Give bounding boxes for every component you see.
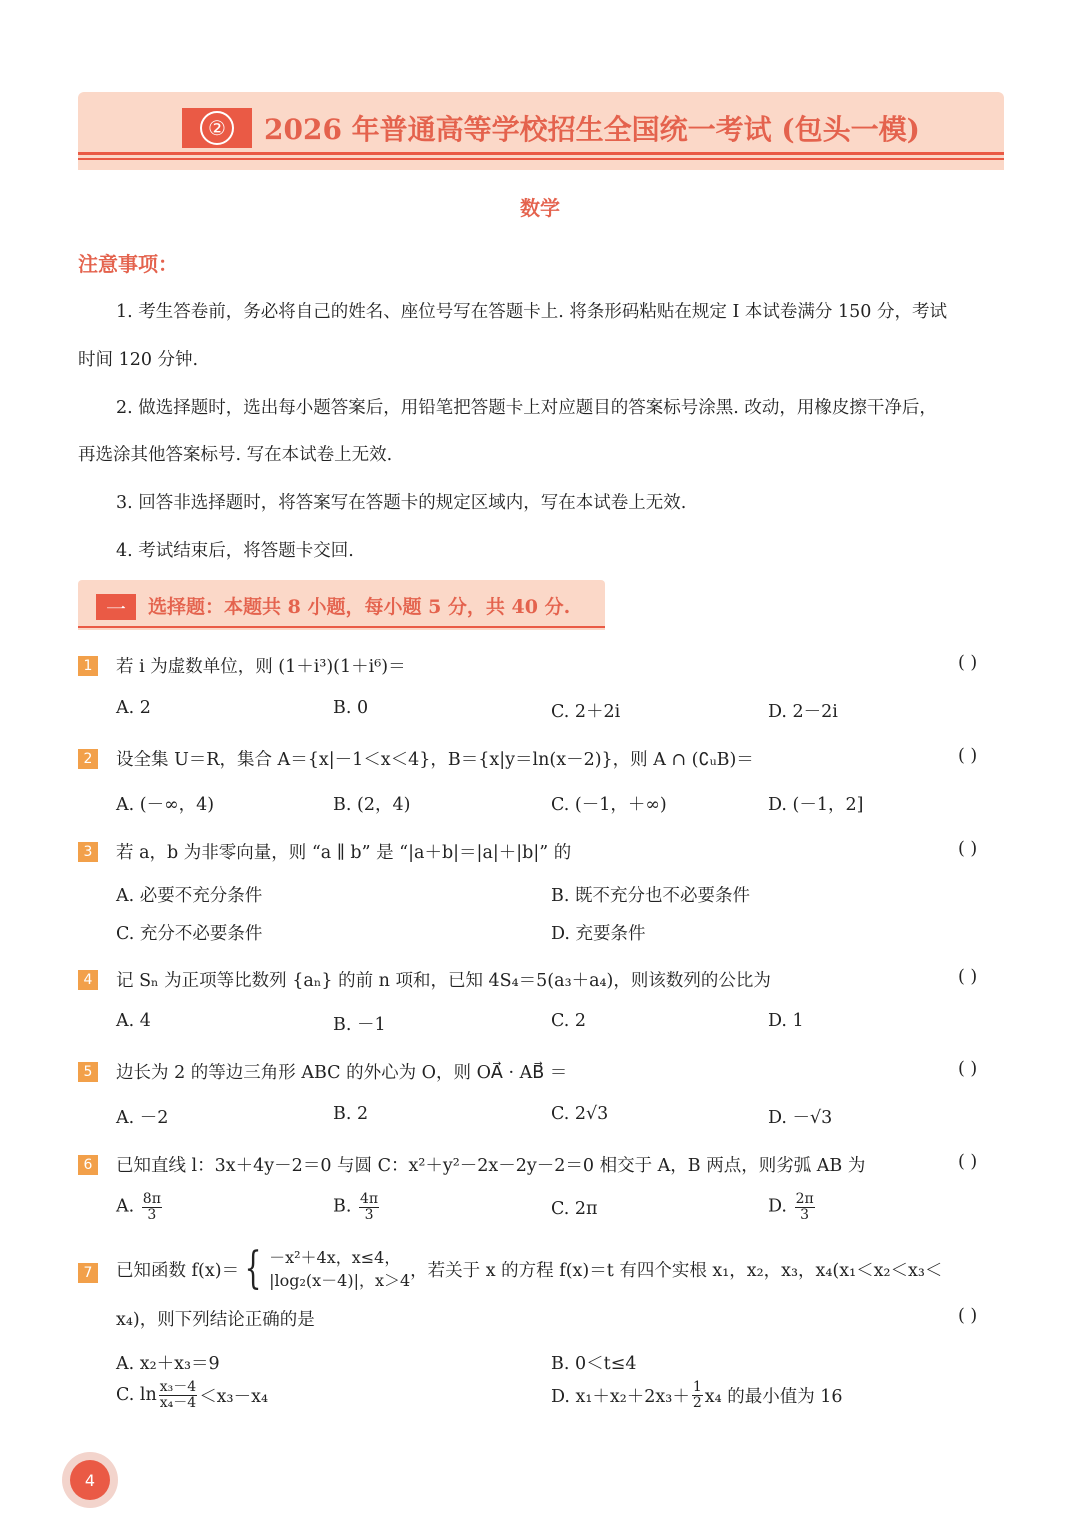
- fraction-numerator: x₃－4: [159, 1379, 197, 1395]
- answer-parentheses: ( ): [958, 1059, 978, 1079]
- option-a: A. (－∞，4): [116, 795, 215, 815]
- option-d: D. (－1，2]: [768, 795, 864, 815]
- question-number: 2: [78, 749, 98, 769]
- question-text: 已知直线 l：3x＋4y－2＝0 与圆 C：x²＋y²－2x－2y－2＝0 相交于 A，B 两点，则劣弧 AB 为: [116, 1156, 866, 1176]
- note-line: 2. 做选择题时，选出每小题答案后，用铅笔把答题卡上对应题目的答案标号涂黑. 改动，用橡皮擦干净后，: [116, 398, 937, 418]
- brace-symbol: {: [244, 1243, 262, 1295]
- option-a: A. 4: [116, 1011, 151, 1031]
- fraction-denominator: 2: [692, 1394, 702, 1411]
- option-b: B. －1: [333, 1015, 386, 1035]
- paper-number: ②: [200, 111, 234, 145]
- paper-number-badge: [182, 108, 252, 148]
- option-b: B. (2，4): [333, 795, 411, 815]
- question-text-end: ，若关于 x 的方程 f(x)＝t 有四个实根 x₁，x₂，x₃，x₄(x₁＜x₂＜x₃＜: [410, 1260, 943, 1281]
- option-d: D. 充要条件: [551, 924, 646, 944]
- option-c: [116, 1380, 268, 1410]
- question-text: 设全集 U＝R，集合 A＝{x|－1＜x＜4}，B＝{x|y＝ln(x－2)}，则 A ∩ (∁ᵤB)＝: [116, 750, 754, 770]
- fraction: [359, 1192, 379, 1222]
- option-b: B. 既不充分也不必要条件: [551, 886, 750, 906]
- option-a: [116, 1192, 164, 1222]
- header-divider: [78, 152, 1004, 155]
- option-c: C. 充分不必要条件: [116, 924, 263, 944]
- option-b: B. 0＜t≤4: [551, 1354, 637, 1374]
- note-line: 4. 考试结束后，将答题卡交回.: [116, 541, 354, 561]
- fraction-denominator: 3: [364, 1206, 374, 1223]
- notes-heading: 注意事项：: [78, 252, 178, 276]
- piecewise-cases: [269, 1246, 410, 1292]
- option-d: [551, 1380, 843, 1410]
- question-text-continued: x₄)，则下列结论正确的是: [116, 1310, 315, 1330]
- note-line: 1. 考生答卷前，务必将自己的姓名、座位号写在答题卡上. 将条形码粘贴在规定 I 本试卷满分 150 分，考试: [116, 302, 947, 322]
- section-number-badge: 一: [96, 594, 136, 620]
- option-d: D. 1: [768, 1011, 804, 1031]
- option-a: A. x₂＋x₃＝9: [116, 1354, 220, 1374]
- option-text: D. x₁＋x₂＋2x₃＋: [551, 1386, 690, 1407]
- fraction-numerator: 2π: [795, 1191, 814, 1207]
- answer-parentheses: ( ): [958, 1306, 978, 1326]
- case-line: －x²＋4x，x≤4，: [269, 1248, 401, 1267]
- option-c: C. 2√3: [551, 1104, 609, 1124]
- option-b: [333, 1192, 381, 1222]
- option-d: D. －√3: [768, 1108, 833, 1128]
- option-label: A.: [116, 1196, 135, 1217]
- answer-parentheses: ( ): [958, 746, 978, 766]
- question-text: [116, 1243, 943, 1295]
- header-divider-2: [78, 158, 1004, 160]
- option-label: D.: [768, 1196, 787, 1217]
- option-c: C. (－1，＋∞): [551, 795, 667, 815]
- subject-title: 数学: [520, 196, 560, 220]
- note-line: 3. 回答非选择题时，将答案写在答题卡的规定区域内，写在本试卷上无效.: [116, 493, 687, 513]
- case-line: |log₂(x－4)|，x＞4: [269, 1271, 411, 1291]
- option-c: C. 2＋2i: [551, 702, 621, 722]
- question-number: 7: [78, 1263, 98, 1283]
- question-text: 若 i 为虚数单位，则 (1＋i³)(1＋i⁶)＝: [116, 657, 406, 677]
- piecewise-function: [239, 1243, 411, 1295]
- answer-parentheses: ( ): [958, 1152, 978, 1172]
- fraction-numerator: 1: [692, 1379, 702, 1395]
- fraction-denominator: 3: [147, 1206, 157, 1223]
- option-d: [768, 1192, 817, 1222]
- section-title: 选择题：本题共 8 小题，每小题 5 分，共 40 分.: [148, 596, 571, 618]
- option-text: ＜x₃－x₄: [199, 1386, 268, 1407]
- answer-parentheses: ( ): [958, 967, 978, 987]
- question-number: 3: [78, 842, 98, 862]
- section-divider: [78, 626, 605, 628]
- page-number: 4: [70, 1460, 110, 1500]
- question-text: 边长为 2 的等边三角形 ABC 的外心为 O，则 OA⃗ · AB⃗ ＝: [116, 1063, 568, 1083]
- question-number: 6: [78, 1155, 98, 1175]
- option-b: B. 2: [333, 1104, 369, 1124]
- question-number: 1: [78, 656, 98, 676]
- option-a: A. 2: [116, 698, 151, 718]
- answer-parentheses: ( ): [958, 653, 978, 673]
- note-line: 再选涂其他答案标号. 写在本试卷上无效.: [78, 445, 393, 465]
- question-number: 4: [78, 970, 98, 990]
- option-text: C. ln: [116, 1385, 157, 1406]
- fraction: [692, 1380, 703, 1410]
- question-text-start: 已知函数 f(x)＝: [116, 1260, 240, 1281]
- fraction-numerator: 8π: [142, 1191, 161, 1207]
- question-text: 记 Sₙ 为正项等比数列 {aₙ} 的前 n 项和，已知 4S₄＝5(a₃＋a₄)，则该数列的公比为: [116, 971, 771, 991]
- fraction: [142, 1192, 162, 1222]
- fraction: [795, 1192, 815, 1222]
- option-a: A. 必要不充分条件: [116, 886, 263, 906]
- fraction-denominator: x₄－4: [159, 1394, 197, 1411]
- option-a: A. －2: [116, 1108, 169, 1128]
- option-b: B. 0: [333, 698, 369, 718]
- option-c: C. 2π: [551, 1199, 598, 1219]
- fraction-numerator: 4π: [360, 1191, 379, 1207]
- option-text: x₄ 的最小值为 16: [704, 1386, 843, 1407]
- fraction: [159, 1380, 197, 1410]
- fraction-denominator: 3: [800, 1206, 810, 1223]
- option-c: C. 2: [551, 1011, 587, 1031]
- answer-parentheses: ( ): [958, 839, 978, 859]
- exam-title: 2026 年普通高等学校招生全国统一考试 (包头一模): [264, 113, 920, 146]
- option-label: B.: [333, 1196, 352, 1217]
- question-text: 若 a，b 为非零向量，则 “a ∥ b” 是 “|a＋b|＝|a|＋|b|” 的: [116, 843, 572, 863]
- question-number: 5: [78, 1062, 98, 1082]
- note-line: 时间 120 分钟.: [78, 350, 199, 370]
- option-d: D. 2－2i: [768, 702, 838, 722]
